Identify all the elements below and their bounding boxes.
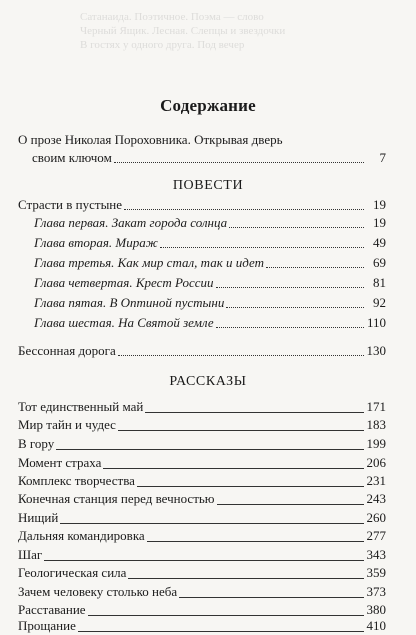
entry-title: Глава вторая. Мираж: [34, 235, 158, 250]
toc-entry-chapter[interactable]: [34, 314, 386, 332]
entry-page: 7: [379, 150, 386, 165]
toc-entry-chapter[interactable]: [34, 274, 386, 292]
intro-line-1: О прозе Николая Пороховника. Открывая дверь: [18, 132, 283, 147]
entry-title: Зачем человеку столько неба: [18, 584, 178, 599]
toc-entry[interactable]: [18, 342, 386, 360]
toc-entry-chapter[interactable]: [34, 234, 386, 252]
toc-entry-chapter[interactable]: [34, 294, 386, 312]
dot-leader: [179, 597, 364, 598]
section-heading-rasskazy: РАССКАЗЫ: [169, 374, 247, 389]
entry-page: 231: [366, 473, 386, 488]
dot-leader: [103, 468, 364, 469]
toc-entry[interactable]: [18, 527, 386, 545]
entry-page: 49: [373, 235, 386, 250]
dot-leader: [147, 541, 364, 542]
dot-leader: [145, 412, 364, 413]
bleed-through-text: [80, 10, 410, 90]
toc-entry[interactable]: [18, 546, 386, 564]
entry-page: 19: [373, 197, 386, 212]
entry-page: 410: [366, 618, 386, 633]
dot-leader: [266, 267, 364, 268]
toc-entry[interactable]: [18, 617, 386, 635]
page-title: Содержание: [160, 96, 256, 115]
entry-page: 206: [366, 455, 386, 470]
entry-title: Бессонная дорога: [18, 343, 116, 358]
entry-title: Геологическая сила: [18, 565, 127, 580]
entry-page: 110: [366, 315, 386, 330]
entry-page: 343: [366, 547, 386, 562]
dot-leader: [128, 578, 364, 579]
dot-leader: [78, 631, 364, 632]
entry-title: Расставание: [18, 602, 86, 617]
dot-leader: [44, 560, 364, 561]
entry-title: Тот единственный май: [18, 399, 144, 414]
entry-page: 171: [366, 399, 386, 414]
entry-page: 373: [366, 584, 386, 599]
entry-title: Глава шестая. На Святой земле: [34, 315, 214, 330]
bleed-line: Черный Ящик. Лесная. Слепцы и звездочки: [80, 25, 286, 37]
toc-entry[interactable]: [18, 583, 386, 601]
entry-title: Шаг: [18, 547, 43, 562]
toc-entry[interactable]: [18, 196, 386, 214]
toc-entry[interactable]: [18, 564, 386, 582]
entry-page: 81: [373, 275, 386, 290]
entry-page: 19: [373, 215, 386, 230]
entry-page: 92: [373, 295, 386, 310]
entry-title: Дальняя командировка: [18, 528, 145, 543]
dot-leader: [124, 209, 364, 210]
dot-leader: [160, 247, 364, 248]
entry-title: Глава первая. Закат города солнца: [34, 215, 228, 230]
dot-leader: [60, 523, 364, 524]
dot-leader: [137, 486, 364, 487]
entry-page: 183: [366, 417, 386, 432]
dot-leader: [216, 327, 364, 328]
entry-title: Страсти в пустыне: [18, 197, 123, 212]
dot-leader: [226, 307, 364, 308]
entry-title: Прощание: [18, 618, 76, 633]
entry-page: 260: [366, 510, 386, 525]
dot-leader: [118, 355, 364, 356]
bleed-line: В гостях у одного друга. Под вечер: [80, 39, 245, 51]
entry-title: Глава пятая. В Оптиной пустыни: [34, 295, 225, 310]
dot-leader: [88, 615, 364, 616]
dot-leader: [229, 227, 364, 228]
toc-entry[interactable]: [18, 416, 386, 434]
toc-entry-chapter[interactable]: [34, 254, 386, 272]
section-heading-povesti: ПОВЕСТИ: [172, 178, 244, 193]
dot-leader: [56, 449, 364, 450]
entry-title: своим ключом: [32, 150, 112, 165]
bleed-line: Сатанаида. Поэтичное. Поэма — слово: [80, 11, 264, 23]
entry-title: Комплекс творчества: [18, 473, 135, 488]
entry-title: Момент страха: [18, 455, 102, 470]
entry-page: 130: [366, 343, 386, 358]
entry-page: 243: [366, 491, 386, 506]
entry-page: 359: [366, 565, 386, 580]
intro-entry[interactable]: [18, 131, 386, 167]
entry-title: Мир тайн и чудес: [18, 417, 116, 432]
toc-entry[interactable]: [18, 435, 386, 453]
entry-title: Нищий: [18, 510, 59, 525]
toc-entry[interactable]: [18, 454, 386, 472]
entry-title: Глава четвертая. Крест России: [34, 275, 214, 290]
toc-entry[interactable]: [18, 398, 386, 416]
entry-page: 199: [366, 436, 386, 451]
dot-leader: [217, 504, 364, 505]
dot-leader: [216, 287, 364, 288]
toc-entry[interactable]: [18, 490, 386, 508]
dot-leader: [118, 430, 364, 431]
toc-entry[interactable]: [18, 472, 386, 490]
entry-page: 69: [373, 255, 386, 270]
intro-line-2: [32, 149, 386, 167]
toc-entry-chapter[interactable]: [34, 214, 386, 232]
entry-title: Конечная станция перед вечностью: [18, 491, 215, 506]
entry-title: Глава третья. Как мир стал, так и идет: [34, 255, 265, 270]
toc-entry[interactable]: [18, 509, 386, 527]
dot-leader: [114, 162, 364, 163]
entry-page: 380: [366, 602, 386, 617]
entry-page: 277: [366, 528, 386, 543]
entry-title: В гору: [18, 436, 55, 451]
